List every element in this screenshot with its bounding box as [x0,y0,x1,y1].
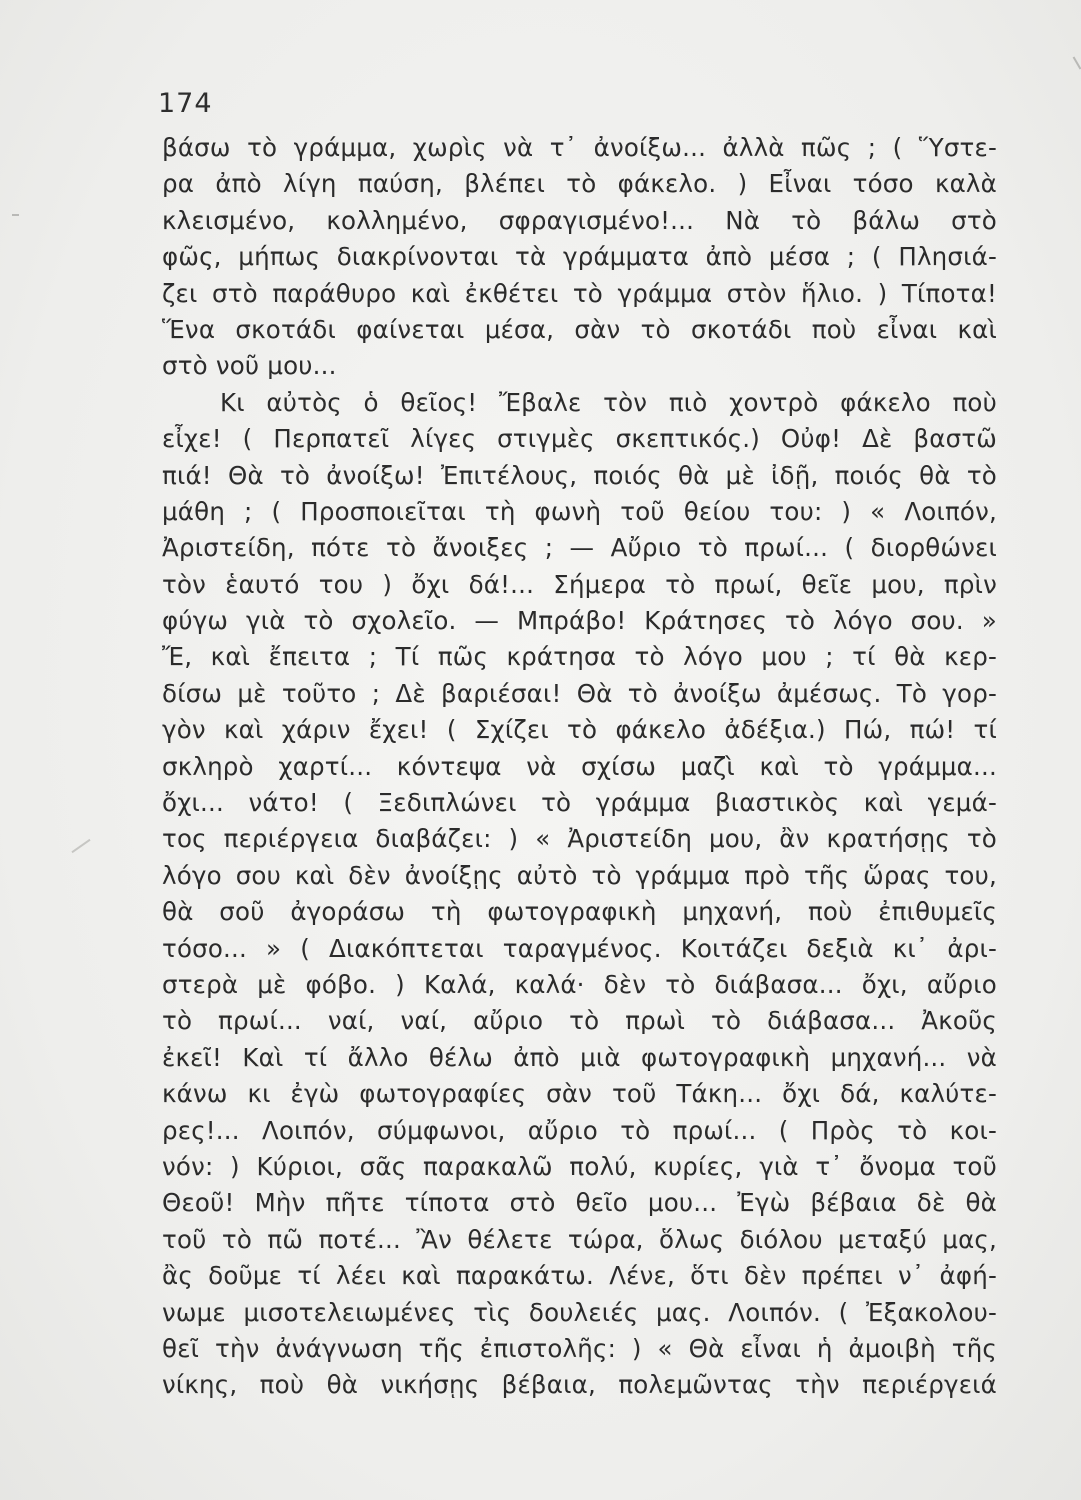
text-line: κάνω κι ἐγὼ φωτογραφίες σὰν τοῦ Τάκη... ὄχι δά, καλύτε- [162,1079,997,1109]
text-line: στὸ νοῦ μου... [162,351,337,381]
text-line: κλεισμένο, κολλημένο, σφραγισμένο!... Νὰ τὸ βάλω στὸ [162,205,997,235]
text-line: Κι αὐτὸς ὁ θεῖος! Ἔβαλε τὸν πιὸ χοντρὸ φάκελο ποὺ [220,387,997,417]
text-line: Ἕνα σκοτάδι φαίνεται μέσα, σὰν τὸ σκοτάδι ποὺ εἶναι καὶ [162,314,997,344]
text-line: θεῖ τὴν ἀνάγνωση τῆς ἐπιστολῆς: ) « Θὰ εἶναι ἡ ἀμοιβὴ τῆς [162,1333,997,1363]
text-line: ἂς δοῦμε τί λέει καὶ παρακάτω. Λένε, ὅτι δὲν πρέπει ν᾽ ἀφή- [162,1261,997,1291]
text-line: ἐκεῖ! Καὶ τί ἄλλο θέλω ἀπὸ μιὰ φωτογραφικὴ μηχανή... νὰ [162,1042,997,1072]
text-line: λόγο σου καὶ δὲν ἀνοίξῃς αὐτὸ τὸ γράμμα πρὸ τῆς ὥρας του, [162,860,997,890]
text-line: μάθη ; ( Προσποιεῖται τὴ φωνὴ τοῦ θείου του: ) « Λοιπόν, [162,496,997,526]
text-line: ρα ἀπὸ λίγη παύση, βλέπει τὸ φάκελο. ) Εἶναι τόσο καλὰ [162,169,997,199]
paper-mark [1073,56,1081,69]
text-line: σκληρὸ χαρτί... κόντεψα νὰ σχίσω μαζὶ καὶ τὸ γράμμα... [162,751,997,781]
text-line: Ἀριστείδη, πότε τὸ ἄνοιξες ; — Αὔριο τὸ πρωί... ( διορθώνει [162,533,997,563]
text-line: Ἔ, καὶ ἔπειτα ; Τί πῶς κράτησα τὸ λόγο μου ; τί θὰ κερ- [162,642,997,672]
text-line: εἶχε! ( Περπατεῖ λίγες στιγμὲς σκεπτικός.) Οὐφ! Δὲ βαστῶ [162,424,997,454]
text-line: ὄχι... νάτο! ( Ξεδιπλώνει τὸ γράμμα βιαστικὸς καὶ γεμά- [162,788,997,818]
text-line: τὸν ἑαυτό του ) ὄχι δά!... Σήμερα τὸ πρωί, θεῖε μου, πρὶν [162,569,997,599]
text-line: νωμε μισοτελειωμένες τὶς δουλειές μας. Λοιπόν. ( Ἐξακολου- [162,1297,997,1327]
text-line: γὸν καὶ χάριν ἔχει! ( Σχίζει τὸ φάκελο ἀδέξια.) Πώ, πώ! τί [162,715,997,745]
text-line: τόσο... » ( Διακόπτεται ταραγμένος. Κοιτάζει δεξιὰ κι᾽ ἀρι- [162,933,997,963]
paper-mark [71,839,90,853]
text-line: τος περιέργεια διαβάζει: ) « Ἀριστείδη μου, ἂν κρατήσῃς τὸ [162,824,997,854]
page-number: 174 [158,88,213,119]
text-line: θὰ σοῦ ἀγοράσω τὴ φωτογραφικὴ μηχανή, ποὺ ἐπιθυμεῖς [162,897,997,927]
text-line: Θεοῦ! Μὴν πῆτε τίποτα στὸ θεῖο μου... Ἐγὼ βέβαια δὲ θὰ [162,1188,997,1218]
text-line: τὸ πρωί... ναί, ναί, αὔριο τὸ πρωὶ τὸ διάβασα... Ἀκοῦς [162,1006,997,1036]
text-line: δίσω μὲ τοῦτο ; Δὲ βαριέσαι! Θὰ τὸ ἀνοίξω ἀμέσως. Τὸ γορ- [162,678,997,708]
text-line: βάσω τὸ γράμμα, χωρὶς νὰ τ᾽ ἀνοίξω... ἀλλὰ πῶς ; ( Ὕστε- [162,133,997,162]
text-line: τοῦ τὸ πῶ ποτέ... Ἂν θέλετε τώρα, ὅλως διόλου μεταξύ μας, [162,1224,997,1254]
paper-mark [12,214,19,216]
text-line: νόν: ) Κύριοι, σᾶς παρακαλῶ πολύ, κυρίες, γιὰ τ᾽ ὄνομα τοῦ [162,1151,997,1181]
body-text [162,130,997,1404]
text-line: στερὰ μὲ φόβο. ) Καλά, καλά· δὲν τὸ διάβασα... ὄχι, αὔριο [162,969,997,999]
text-line: νίκης, ποὺ θὰ νικήσῃς βέβαια, πολεμῶντας τὴν περιέργειά [162,1370,997,1400]
text-line: φύγω γιὰ τὸ σχολεῖο. — Μπράβο! Κράτησες τὸ λόγο σου. » [162,606,997,636]
text-line: ρες!... Λοιπόν, σύμφωνοι, αὔριο τὸ πρωί... ( Πρὸς τὸ κοι- [162,1115,997,1145]
text-line: ζει στὸ παράθυρο καὶ ἐκθέτει τὸ γράμμα στὸν ἥλιο. ) Τίποτα! [162,278,997,308]
text-line: πιά! Θὰ τὸ ἀνοίξω! Ἐπιτέλους, ποιός θὰ μὲ ἰδῇ, ποιός θὰ τὸ [162,460,997,490]
text-line: φῶς, μήπως διακρίνονται τὰ γράμματα ἀπὸ μέσα ; ( Πλησιά- [162,242,997,272]
